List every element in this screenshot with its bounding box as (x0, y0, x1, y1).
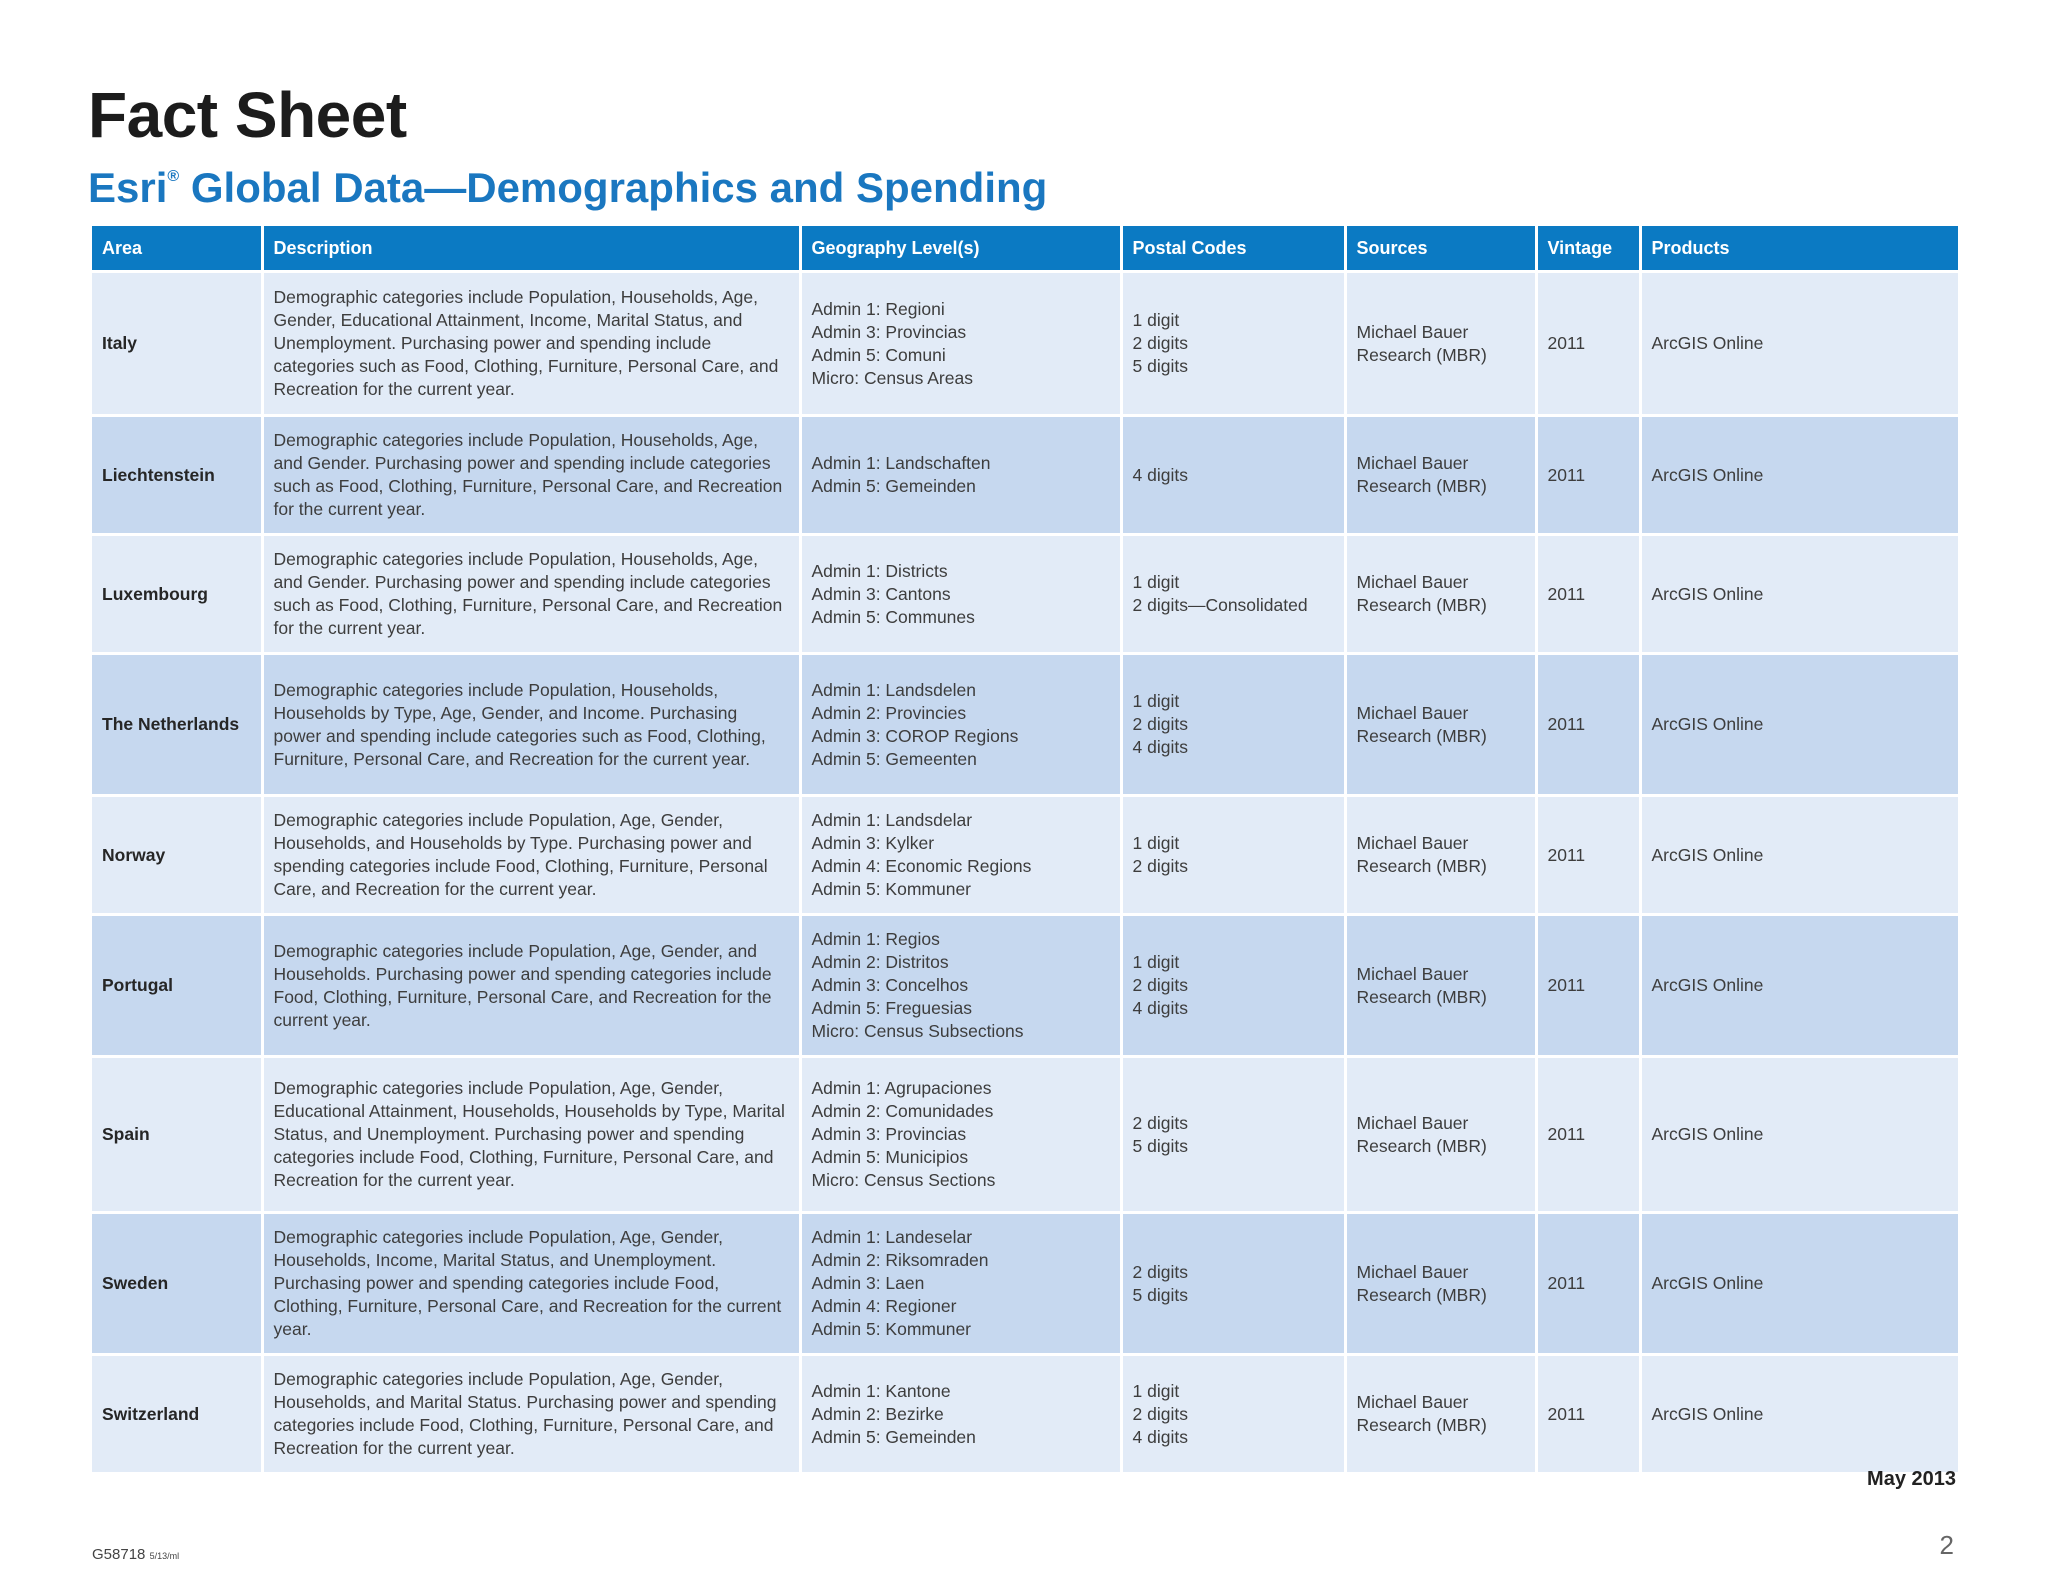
column-header-products: Products (1640, 226, 1958, 272)
area-cell: Norway (92, 796, 262, 915)
table-row (92, 1355, 1958, 1473)
publication-date: May 2013 (1867, 1468, 1956, 1490)
products-cell: ArcGIS Online (1640, 654, 1958, 796)
area-cell: The Netherlands (92, 654, 262, 796)
area-cell: Switzerland (92, 1355, 262, 1473)
registered-mark: ® (167, 168, 180, 185)
sources-cell: Michael Bauer Research (MBR) (1345, 416, 1536, 535)
vintage-cell: 2011 (1536, 1057, 1640, 1213)
column-header-sources: Sources (1345, 226, 1536, 272)
fact-table (92, 226, 1958, 1472)
area-cell: Liechtenstein (92, 416, 262, 535)
table-row (92, 796, 1958, 915)
vintage-cell: 2011 (1536, 915, 1640, 1057)
geography-cell: Admin 1: Regios Admin 2: Distritos Admin 3: Concelhos Admin 5: Freguesias Micro: Census Subsections (800, 915, 1121, 1057)
column-header-description: Description (262, 226, 800, 272)
document-code-main: G58718 (92, 1546, 146, 1563)
geography-cell: Admin 1: Landschaften Admin 5: Gemeinden (800, 416, 1121, 535)
products-cell: ArcGIS Online (1640, 915, 1958, 1057)
table-row (92, 1213, 1958, 1355)
table-row (92, 654, 1958, 796)
sources-cell: Michael Bauer Research (MBR) (1345, 1213, 1536, 1355)
sources-cell: Michael Bauer Research (MBR) (1345, 915, 1536, 1057)
vintage-cell: 2011 (1536, 416, 1640, 535)
vintage-cell: 2011 (1536, 535, 1640, 654)
table-row (92, 1057, 1958, 1213)
sources-cell: Michael Bauer Research (MBR) (1345, 1057, 1536, 1213)
postal-codes-cell: 1 digit 2 digits 4 digits (1121, 654, 1345, 796)
sources-cell: Michael Bauer Research (MBR) (1345, 796, 1536, 915)
postal-codes-cell: 1 digit 2 digits (1121, 796, 1345, 915)
description-cell: Demographic categories include Population, Age, Gender, Educational Attainment, Households, Households by Type, Marital Status, and Unemployment. Purchasing power and spending categories include Food, Clothing, Furniture, Personal Care, and Recreation for the current year. (262, 1057, 800, 1213)
area-cell: Portugal (92, 915, 262, 1057)
description-cell: Demographic categories include Population, Households, Age, and Gender. Purchasing power and spending include categories such as Food, Clothing, Furniture, Personal Care, and Recreation for the current year. (262, 416, 800, 535)
geography-cell: Admin 1: Kantone Admin 2: Bezirke Admin 5: Gemeinden (800, 1355, 1121, 1473)
products-cell: ArcGIS Online (1640, 796, 1958, 915)
column-header-geography: Geography Level(s) (800, 226, 1121, 272)
sources-cell: Michael Bauer Research (MBR) (1345, 1355, 1536, 1473)
page-number: 2 (1939, 1530, 1954, 1560)
description-cell: Demographic categories include Population, Households, Households by Type, Age, Gender, and Income. Purchasing power and spending include categories such as Food, Clothing, Furniture, Personal Care, and Recreation for the current year. (262, 654, 800, 796)
column-header-vintage: Vintage (1536, 226, 1640, 272)
postal-codes-cell: 2 digits 5 digits (1121, 1213, 1345, 1355)
postal-codes-cell: 1 digit 2 digits 5 digits (1121, 272, 1345, 416)
table-row (92, 272, 1958, 416)
products-cell: ArcGIS Online (1640, 1213, 1958, 1355)
geography-cell: Admin 1: Landsdelen Admin 2: Provincies Admin 3: COROP Regions Admin 5: Gemeenten (800, 654, 1121, 796)
description-cell: Demographic categories include Population, Age, Gender, Households, Income, Marital Status, and Unemployment. Purchasing power and spending categories include Food, Clothing, Furniture, Personal Care, and Recreation for the current year. (262, 1213, 800, 1355)
area-cell: Spain (92, 1057, 262, 1213)
column-header-postal-codes: Postal Codes (1121, 226, 1345, 272)
description-cell: Demographic categories include Population, Households, Age, and Gender. Purchasing power and spending include categories such as Food, Clothing, Furniture, Personal Care, and Recreation for the current year. (262, 535, 800, 654)
sources-cell: Michael Bauer Research (MBR) (1345, 535, 1536, 654)
geography-cell: Admin 1: Districts Admin 3: Cantons Admin 5: Communes (800, 535, 1121, 654)
vintage-cell: 2011 (1536, 272, 1640, 416)
postal-codes-cell: 4 digits (1121, 416, 1345, 535)
products-cell: ArcGIS Online (1640, 1057, 1958, 1213)
geography-cell: Admin 1: Regioni Admin 3: Provincias Admin 5: Comuni Micro: Census Areas (800, 272, 1121, 416)
vintage-cell: 2011 (1536, 796, 1640, 915)
geography-cell: Admin 1: Agrupaciones Admin 2: Comunidades Admin 3: Provincias Admin 5: Municipios Micro: Census Sections (800, 1057, 1121, 1213)
document-code (92, 1546, 179, 1563)
vintage-cell: 2011 (1536, 1213, 1640, 1355)
postal-codes-cell: 1 digit 2 digits 4 digits (1121, 915, 1345, 1057)
description-cell: Demographic categories include Population, Age, Gender, and Households. Purchasing power and spending categories include Food, Clothing, Furniture, Personal Care, and Recreation for the current year. (262, 915, 800, 1057)
geography-cell: Admin 1: Landeselar Admin 2: Riksomraden Admin 3: Laen Admin 4: Regioner Admin 5: Kommuner (800, 1213, 1121, 1355)
postal-codes-cell: 1 digit 2 digits 4 digits (1121, 1355, 1345, 1473)
subtitle-rest: Global Data—Demographics and Spending (179, 164, 1048, 211)
column-header-area: Area (92, 226, 262, 272)
area-cell: Sweden (92, 1213, 262, 1355)
postal-codes-cell: 1 digit 2 digits—Consolidated (1121, 535, 1345, 654)
description-cell: Demographic categories include Population, Households, Age, Gender, Educational Attainment, Income, Marital Status, and Unemployment. Purchasing power and spending include categories such as Food, Clothing, Furniture, Personal Care, and Recreation for the current year. (262, 272, 800, 416)
description-cell: Demographic categories include Population, Age, Gender, Households, and Households by Type. Purchasing power and spending categories include Food, Clothing, Furniture, Personal Care, and Recreation for the current year. (262, 796, 800, 915)
sources-cell: Michael Bauer Research (MBR) (1345, 654, 1536, 796)
subtitle-brand: Esri (88, 164, 168, 211)
area-cell: Italy (92, 272, 262, 416)
document-code-suffix: 5/13/ml (149, 1551, 180, 1561)
products-cell: ArcGIS Online (1640, 416, 1958, 535)
table-row (92, 535, 1958, 654)
table-row (92, 416, 1958, 535)
table-row (92, 915, 1958, 1057)
page-subtitle (88, 164, 1047, 212)
page-title: Fact Sheet (88, 79, 407, 151)
postal-codes-cell: 2 digits 5 digits (1121, 1057, 1345, 1213)
description-cell: Demographic categories include Population, Age, Gender, Households, and Marital Status. Purchasing power and spending categories include Food, Clothing, Furniture, Personal Care, and Recreation for the current year. (262, 1355, 800, 1473)
vintage-cell: 2011 (1536, 1355, 1640, 1473)
area-cell: Luxembourg (92, 535, 262, 654)
geography-cell: Admin 1: Landsdelar Admin 3: Kylker Admin 4: Economic Regions Admin 5: Kommuner (800, 796, 1121, 915)
vintage-cell: 2011 (1536, 654, 1640, 796)
products-cell: ArcGIS Online (1640, 535, 1958, 654)
sources-cell: Michael Bauer Research (MBR) (1345, 272, 1536, 416)
table-header-row (92, 226, 1958, 272)
products-cell: ArcGIS Online (1640, 1355, 1958, 1473)
products-cell: ArcGIS Online (1640, 272, 1958, 416)
